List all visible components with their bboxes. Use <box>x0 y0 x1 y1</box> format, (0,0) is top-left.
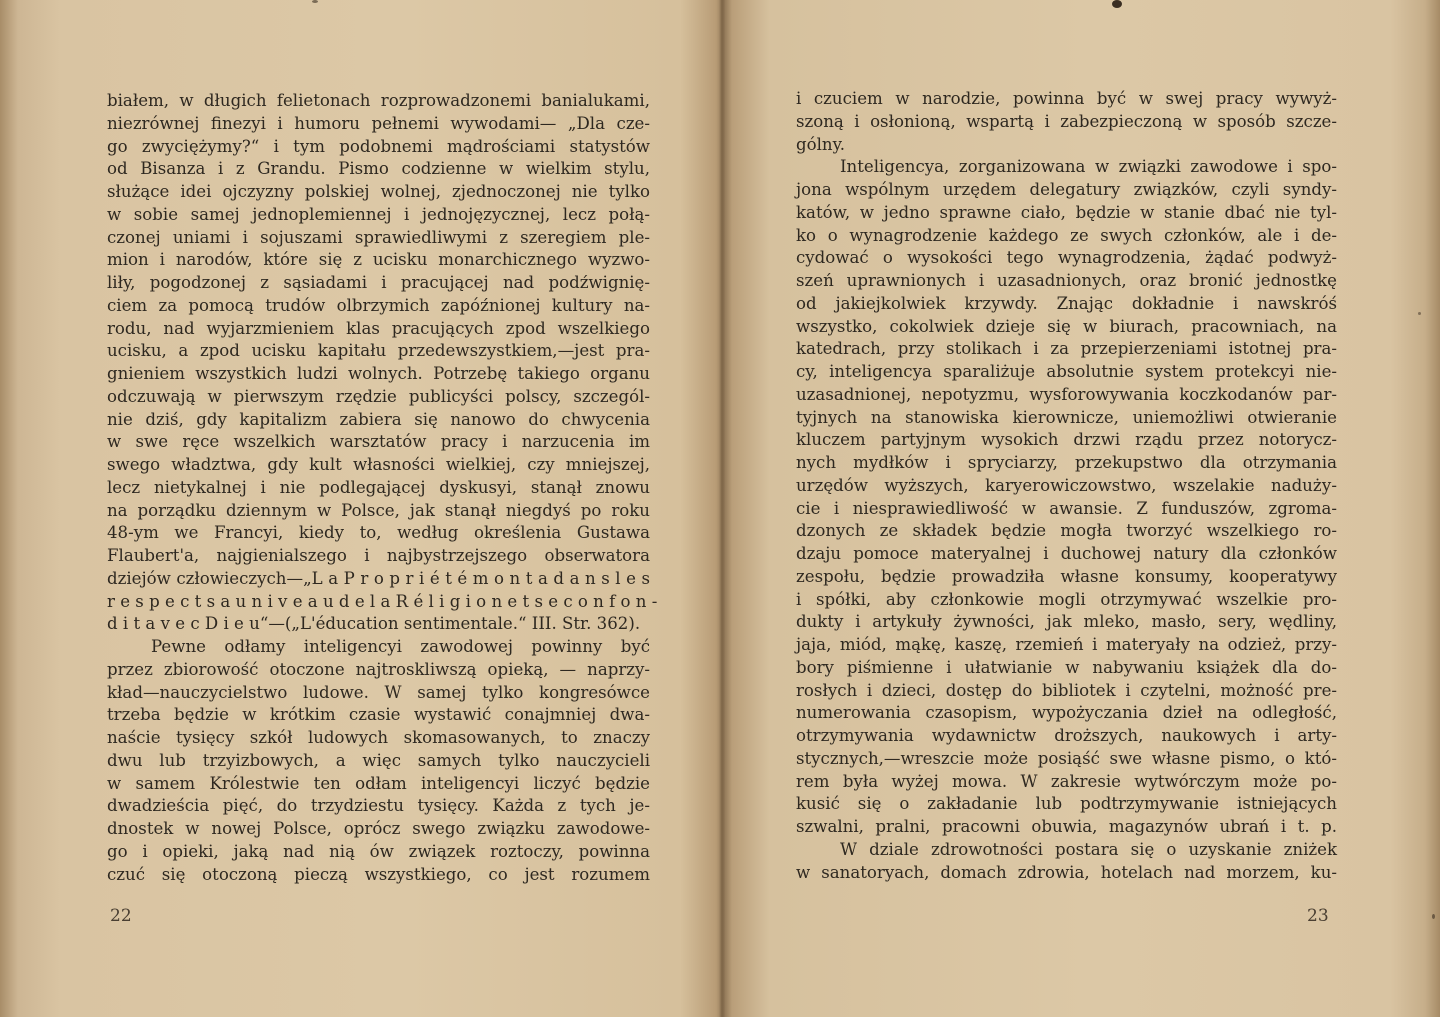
text-line: w swe ręce wszelkich warsztatów pracy i narzucenia im <box>107 432 650 452</box>
text-line: trzeba będzie w krótkim czasie wystawić conajmniej dwa- <box>107 705 650 725</box>
text-line: szwalni, pralni, pracowni obuwia, magazynów ubrań i t. p. <box>796 817 1337 836</box>
text-line: służące idei ojczyzny polskiej wolnej, zjednoczonej nie tylko <box>107 182 650 201</box>
text-line: czonej uniami i sojuszami sprawiedliwymi z szeregiem ple- <box>107 227 650 247</box>
text-line: mion i narodów, które się z ucisku monarchicznego wyzwo- <box>107 250 650 270</box>
text-line: cydować o wysokości tego wynagrodzenia, żądać podwyż- <box>796 248 1337 268</box>
text-line: czuć się otoczoną pieczą wszystkiego, co jest rozumem <box>107 864 650 884</box>
text-line: bory piśmienne i ułatwianie w nabywaniu książek dla do- <box>796 657 1337 677</box>
text-line: 48-ym we Francyi, kiedy to, według określenia Gustawa <box>107 523 650 543</box>
text-line: gólny. <box>796 134 846 154</box>
text-line: rem była wyżej mowa. W zakresie wytwórczym może po- <box>796 771 1337 791</box>
text-line: zespołu, będzie prowadziła własne konsumy, kooperatywy <box>796 566 1337 586</box>
text-line: w sanatoryach, domach zdrowia, hotelach nad morzem, ku- <box>796 862 1337 882</box>
text-line: otrzymywania wydawnictw droższych, naukowych i arty- <box>796 726 1337 745</box>
text-line: nych mydłków i spryciarzy, przekupstwo dla otrzymania <box>796 453 1337 472</box>
text-line: Pewne odłamy inteligencyi zawodowej powinny być <box>151 637 650 656</box>
text-line: cie i niesprawiedliwość w awansie. Z funduszów, zgroma- <box>796 498 1337 518</box>
text-line: dnostek w nowej Polsce, oprócz swego związku zawodowe- <box>107 819 650 838</box>
text-line: odczuwają w pierwszym rzędzie publicyści polscy, szczegól- <box>107 386 650 406</box>
text-line: urzędów wyższych, karyerowiczowstwo, wszelakie nadużу- <box>796 475 1337 495</box>
text-line: ko o wynagrodzenie każdego ze swych członków, ale i de- <box>796 225 1337 245</box>
text-line: naście tysięcy szkół ludowych skomasowanych, to znaczy <box>107 728 650 747</box>
text-line: r e s p e c t s a u n i v e a u d e l a R é l i g i o n e t s e c o n f o n - <box>107 591 658 611</box>
text-line: dukty i artykuły żywności, jak mleko, masło, sery, wędliny, <box>796 612 1337 632</box>
text-line: go i opieki, jaką nad nią ów związek roztoczy, powinna <box>107 841 650 861</box>
right-page <box>725 0 1440 1017</box>
text-line: szeń uprawnionych i uzasadnionych, oraz bronić jednostkę <box>796 271 1337 290</box>
text-line: gnieniem wszystkich ludzi wolnych. Potrzebę takiego organu <box>107 364 650 383</box>
paper-speck <box>1112 0 1122 8</box>
right-page-text <box>796 88 1337 884</box>
text-line: w sobie samej jednoplemiennej i jednojęzycznej, lecz połą- <box>107 204 650 224</box>
text-line: od Bisanza i z Grandu. Pismo codzienne w wielkim stylu, <box>107 159 650 179</box>
text-line: W dziale zdrowotności postara się o uzyskanie zniżek <box>840 839 1337 859</box>
text-line: Inteligencya, zorganizowana w związki zawodowe i spo- <box>840 157 1337 177</box>
text-line: katów, w jedno sprawne ciało, będzie w stanie dbać nie tyl- <box>796 202 1337 222</box>
text-line: rodu, nad wyjarzmieniem klas pracujących zpod wszelkiego <box>107 318 650 338</box>
text-line: d i t a v e c D i e u“—(„L'éducation sentimentale.“ III. Str. 362). <box>107 614 641 634</box>
text-line: go zwyciężymy?“ i tym podobnemi mądrościami statystów <box>107 136 650 156</box>
text-line: ucisku, a zpod ucisku kapitału przedewszystkiem,—jest pra- <box>107 341 650 361</box>
page-number: 23 <box>1307 906 1329 926</box>
text-line: cy, inteligencya sparaliżuje absolutnie system protekcyi nie- <box>796 362 1337 381</box>
text-line: lecz nietykalnej i nie podlegającej dyskusyi, stanął znowu <box>107 477 650 497</box>
paper-speck <box>1432 914 1435 919</box>
text-line: kusić się o zakładanie lub podtrzymywanie istniejących <box>796 794 1337 814</box>
text-line: Flaubert'a, najgienialszego i najbystrzejszego obserwatora <box>107 546 650 565</box>
text-line: rosłych i dzieci, dostęp do bibliotek i czytelni, możność pre- <box>796 680 1337 700</box>
text-line: kluczem partyjnym wysokich drzwi rządu przez notorycz- <box>796 430 1337 450</box>
text-line: stycznych,—wreszcie może posiąść swe własne pismo, o któ- <box>796 748 1337 768</box>
text-line: wszystko, cokolwiek dzieje się w biurach, pracowniach, na <box>796 316 1337 336</box>
text-line: numerowania czasopism, wypożyczania dzieł na odległość, <box>796 703 1337 723</box>
text-line: kład—nauczycielstwo ludowe. W samej tylko kongresówce <box>107 682 650 702</box>
text-line: przez zbiorowość otoczone najtroskliwszą opieką, — naprzy- <box>107 659 650 679</box>
text-line: uzasadnionej, nepotyzmu, wysforowywania koczkodanów par- <box>796 384 1337 404</box>
paper-speck <box>1418 312 1421 315</box>
text-line: dwu lub trzyizbowych, a więc samych tylko nauczycieli <box>107 750 650 770</box>
text-line: szoną i osłonioną, wspartą i zabezpieczoną w sposób szcze- <box>796 111 1337 131</box>
text-line: niezrównej finezyi i humoru pełnemi wywodami— „Dla cze- <box>107 113 650 133</box>
left-page <box>0 0 719 1017</box>
text-line: nie dziś, gdy kapitalizm zabiera się nanowo do chwycenia <box>107 409 650 429</box>
text-line: w samem Królestwie ten odłam inteligencyi liczyć będzie <box>107 773 650 793</box>
text-line: od jakiejkolwiek krzywdy. Znając dokładnie i nawskróś <box>796 293 1337 313</box>
text-line: tyjnych na stanowiska kierownicze, uniemożliwi otwieranie <box>796 407 1337 427</box>
text-line: jona wspólnym urzędem delegatury związków, czyli syndy- <box>796 180 1337 199</box>
paper-speck <box>312 0 318 3</box>
text-line: katedrach, przy stolikach i za przepierzeniami istotnej pra- <box>796 339 1337 359</box>
text-line: jaja, miód, mąkę, kaszę, rzemień i materyały na odzież, przy- <box>796 635 1337 654</box>
text-line: i czuciem w narodzie, powinna być w swej pracy wywyż- <box>796 89 1337 108</box>
text-line: dziejów człowieczych—„L a P r o p r i é t é m o n t a d a n s l e s <box>107 568 650 588</box>
text-line: dzonych ze składek będzie mogła tworzyć wszelkiego ro- <box>796 521 1337 541</box>
text-line: dwadzieścia pięć, do trzydziestu tysięcy. Każda z tych je- <box>107 796 650 816</box>
page-number: 22 <box>110 906 132 926</box>
text-line: ciem za pomocą trudów olbrzymich zapóźnionej kultury na- <box>107 295 650 315</box>
text-line: na porządku dziennym w Polsce, jak stanął niegdyś po roku <box>107 500 650 520</box>
left-page-text <box>107 90 658 886</box>
text-line: i spółki, aby członkowie mogli otrzymywać wszelkie pro- <box>796 589 1337 609</box>
text-line: białem, w długich felietonach rozprowadzonemi banialukami, <box>107 91 650 110</box>
text-line: dzaju pomoce materyalnej i duchowej natury dla członków <box>796 544 1337 563</box>
text-line: liły, pogodzonej z sąsiadami i pracującej nad podźwignię- <box>107 273 650 292</box>
text-line: swego władztwa, gdy kult własności wielkiej, czy mniejszej, <box>107 455 650 474</box>
